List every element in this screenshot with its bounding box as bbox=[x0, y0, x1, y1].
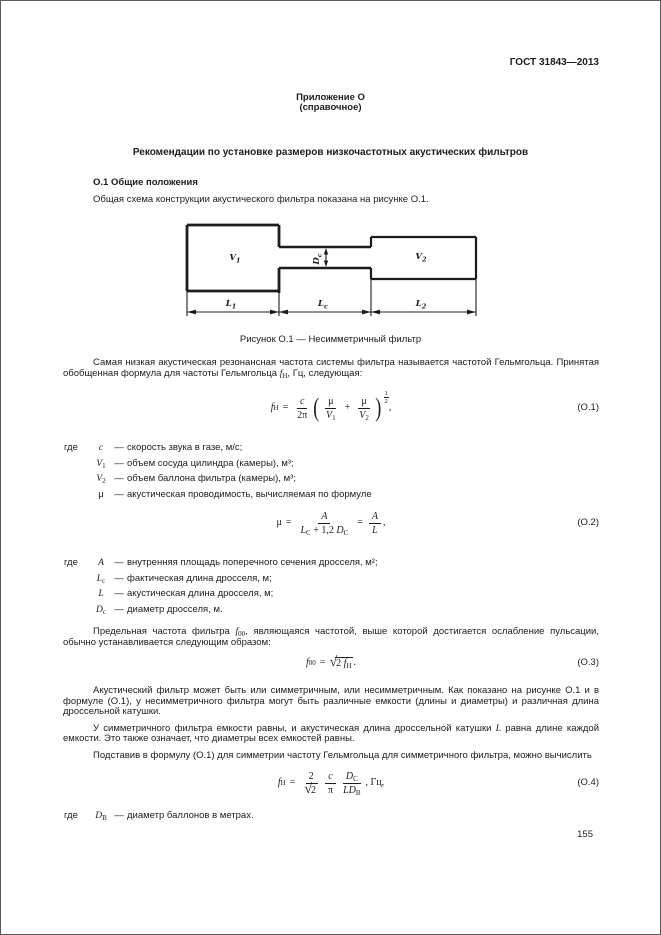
label-v1: $V_1$ bbox=[229, 253, 241, 265]
where-list-2 bbox=[64, 558, 660, 615]
equation-number: (О.3) bbox=[577, 656, 599, 668]
section-heading: О.1 Общие положения bbox=[93, 177, 198, 188]
var-l: L bbox=[495, 723, 502, 734]
diameter-arrow-down bbox=[324, 261, 328, 267]
paragraph-symmetry-2: У симметричного фильтра емкости равны, и акустическая длина дроссельной катушки L равна длине каждой емкости. Это также означает, что диаметры всех емкостей равны. bbox=[63, 722, 600, 744]
formula-o4: f H = $\frac{2}{√2}$ $\frac{c}{\pi}$ $\frac{D_C}{LD_B}$ , Гц, bbox=[277, 770, 385, 797]
dimension-arrow bbox=[187, 310, 196, 315]
equation-number: (О.4) bbox=[577, 776, 599, 788]
dimension-arrow bbox=[362, 310, 371, 315]
paragraph-text: , Гц, следующая: bbox=[287, 367, 363, 379]
where-item: L — акустическая длина дросселя, м; bbox=[98, 588, 274, 599]
label-lc: $L_c$ bbox=[318, 299, 328, 311]
formula-o2: μ = $\frac{A}{L_C + 1,2 D_C}$ = $\frac{A}{L}$ , bbox=[276, 510, 386, 537]
equation-o2 bbox=[63, 508, 599, 538]
var-fh-sub: H bbox=[282, 371, 288, 380]
page-number: 155 bbox=[577, 828, 593, 840]
paragraph-symmetry-1: Акустический фильтр может быть или симметричным, или несимметричным. Как показано на рисунке О.1 и в формуле (О.1), у несимметричного фильтра могут быть различные емкости (длины и диаметры) и различная длина дроссельной катушки. bbox=[63, 685, 599, 717]
equation-number: (О.2) bbox=[577, 516, 599, 528]
where-item: μ — акустическая проводимость, вычисляемая по формуле bbox=[98, 488, 372, 500]
appendix-name: Приложение О bbox=[296, 91, 365, 103]
equation-o1 bbox=[63, 389, 599, 427]
formula-o3: f 00 = √ 2 $f_H$ . bbox=[306, 655, 356, 670]
filter-schematic-drawing bbox=[151, 215, 491, 319]
equation-o4 bbox=[63, 767, 599, 799]
figure-o1 bbox=[151, 215, 491, 323]
where-list-3 bbox=[64, 811, 660, 822]
intro-paragraph: Общая схема конструкции акустического фильтра показана на рисунке О.1. bbox=[93, 193, 429, 205]
formula-o1: f H = $\frac{c}{2\pi}$ ( $\frac{\mu}{V_1}$ + $\frac{\mu}{V_2}$ ) $\frac{1}{2}$ , bbox=[270, 389, 392, 422]
paragraph-limit-frequency: Предельная частота фильтра $f_{00}$, являющаяся частотой, выше которой достигается ослабление пульсации, обычно устанавливается следующим образом: bbox=[63, 626, 599, 648]
exponent-half: $\frac{1}{2}$ bbox=[384, 389, 388, 405]
radical-sign: √ bbox=[304, 781, 312, 797]
label-v2: $V_2$ bbox=[415, 252, 427, 264]
equation-number: (О.1) bbox=[577, 401, 599, 413]
where-item: где $D_B$ — диаметр баллонов в метрах. bbox=[64, 810, 254, 822]
label-dc: $D_c$ bbox=[312, 253, 324, 265]
where-item: где c — скорость звука в газе, м/с; bbox=[64, 442, 243, 453]
appendix-type: (справочное) bbox=[299, 102, 362, 113]
where-item: где A — внутренняя площадь поперечного сечения дросселя, м²; bbox=[64, 557, 378, 568]
dimension-arrow bbox=[270, 310, 279, 315]
document-title: Рекомендации по установке размеров низкочастотных акустических фильтров bbox=[132, 146, 529, 158]
figure-caption: Рисунок О.1 — Несимметричный фильтр bbox=[239, 333, 422, 345]
dimension-arrow bbox=[467, 310, 476, 315]
standard-number: ГОСТ 31843—2013 bbox=[509, 57, 599, 68]
var-fh: f bbox=[279, 368, 283, 379]
paragraph-symmetry-3: Подставив в формулу (О.1) для симметрии частоту Гельмгольца для симметричного фильтра, можно вычислить bbox=[93, 749, 592, 761]
label-l1: $L_1$ bbox=[225, 299, 237, 311]
where-item: $V_1$ — объем сосуда цилиндра (камеры), м³; bbox=[96, 457, 294, 470]
paragraph-helmholtz bbox=[63, 358, 599, 379]
label-l2: $L_2$ bbox=[415, 299, 427, 311]
diameter-arrow-up bbox=[324, 248, 328, 254]
dimension-arrow bbox=[279, 310, 288, 315]
equation-o3 bbox=[63, 654, 599, 672]
where-item: $L_c$ — фактическая длина дросселя, м; bbox=[96, 572, 272, 585]
where-item: $V_2$ — объем баллона фильтра (камеры), м³; bbox=[96, 473, 296, 485]
dimension-arrow bbox=[371, 310, 380, 315]
where-list-1 bbox=[64, 443, 660, 500]
where-item: $D_c$ — диаметр дросселя, м. bbox=[96, 603, 223, 616]
var-f00: f bbox=[235, 627, 239, 637]
paragraph-text: Самая низкая акустическая резонансная частота системы фильтра называется частотой Гельмгольца. Принятая обобщенная формула для частоты Гельмгольца bbox=[63, 357, 599, 379]
